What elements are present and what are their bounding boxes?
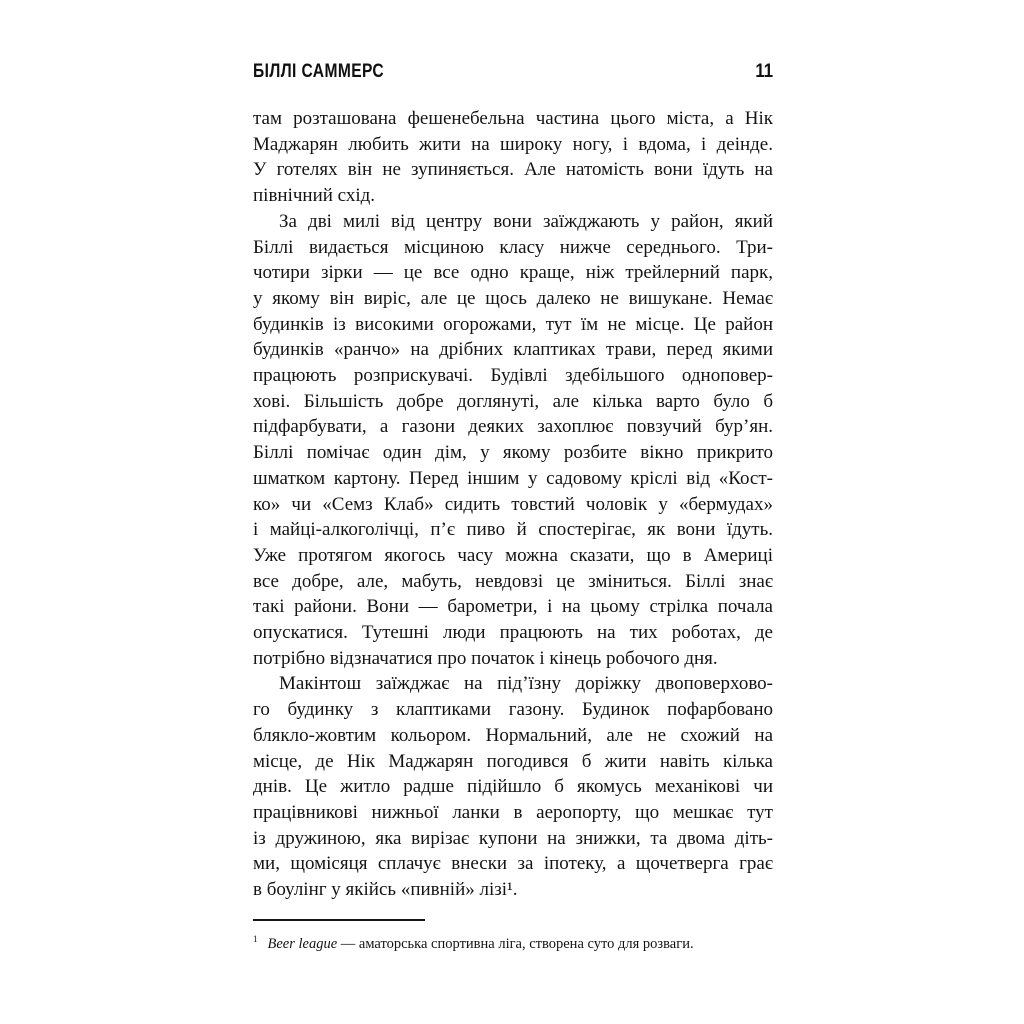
text-line: все добре, але, мабуть, невдовзі це зміниться. Біллі знає [253, 570, 773, 592]
footnote-divider [253, 919, 425, 921]
text-line: працюють розприскувачі. Будівлі здебільшого одноповер- [253, 365, 773, 387]
footnote-term: Beer league [267, 935, 338, 952]
text-line: хові. Більшість добре доглянуті, але кілька варто було б [253, 390, 773, 412]
page-header [253, 61, 773, 83]
text-line: шматком картону. Перед іншим у садовому кріслі від «Кост- [253, 467, 773, 489]
text-line: підфарбувати, а газони деяких захоплює повзучий бур’ян. [253, 416, 773, 438]
text-block [253, 106, 773, 903]
text-line: Макінтош заїжджає на під’їзну доріжку двоповерхово- [279, 673, 773, 695]
text-line: місце, де Нік Маджарян погодився б жити навіть кілька [253, 750, 773, 772]
text-line: опускатися. Тутешні люди працюють на тих роботах, де [253, 622, 773, 644]
paragraph [253, 209, 773, 672]
text-line: Біллі видається місциною класу нижче середнього. Три- [253, 236, 773, 258]
paragraph [253, 106, 773, 209]
footnote-text: — аматорська спортивна ліга, створена суто для розваги. [340, 935, 694, 952]
footnote-marker: 1 [253, 934, 258, 944]
text-line: в боулінг у якійсь «пивній» лізі¹. [253, 879, 518, 901]
text-line: північний схід. [253, 185, 376, 207]
paragraph [253, 671, 773, 902]
text-line: У готелях він не зупиняється. Але натомість вони їдуть на [253, 159, 773, 181]
text-line: ми, щомісяця сплачує внески за іпотеку, а щочетверга грає [253, 853, 773, 875]
text-line: чотири зірки — це все одно краще, ніж трейлерний парк, [253, 262, 773, 284]
text-line: будинків «ранчо» на дрібних клаптиках трави, перед якими [253, 339, 773, 361]
text-line: го будинку з клаптиками газону. Будинок пофарбовано [253, 699, 773, 721]
text-line: потрібно відзначатися про початок і кінець робочого дня. [253, 647, 718, 669]
text-line: За дві милі від центру вони заїжджають у район, який [279, 210, 773, 232]
text-line: працівникові нижньої ланки в аеропорту, що мешкає тут [253, 801, 773, 823]
text-line: днів. Це житло радше підійшло б якомусь механікові чи [253, 776, 773, 798]
page-number: 11 [755, 61, 773, 82]
text-line: із дружиною, яка вирізає купони на знижки, та двома діть- [253, 827, 773, 849]
text-line: будинків із високими огорожами, тут їм не місце. Це район [253, 313, 773, 335]
text-line: Маджарян любить жити на широку ногу, і вдома, і деінде. [253, 133, 773, 155]
footnote [253, 930, 773, 954]
text-line: і майці-алкоголічці, п’є пиво й спостерігає, як вони їдуть. [253, 519, 773, 541]
text-line: блякло-жовтим кольором. Нормальний, але не схожий на [253, 724, 773, 746]
text-line: ко» чи «Семз Клаб» сидить товстий чоловік у «бермудах» [253, 493, 773, 515]
text-line: такі райони. Вони — барометри, і на цьому стрілка почала [253, 596, 773, 618]
running-title: БІЛЛІ САММЕРС [253, 61, 385, 82]
text-line: там розташована фешенебельна частина цього міста, а Нік [253, 108, 773, 129]
text-line: Біллі помічає один дім, у якому розбите вікно прикрито [253, 442, 773, 464]
text-line: у якому він виріс, але це щось далеко не вишукане. Немає [253, 287, 773, 309]
text-line: Уже протягом якогось часу можна сказати, що в Америці [253, 544, 773, 566]
